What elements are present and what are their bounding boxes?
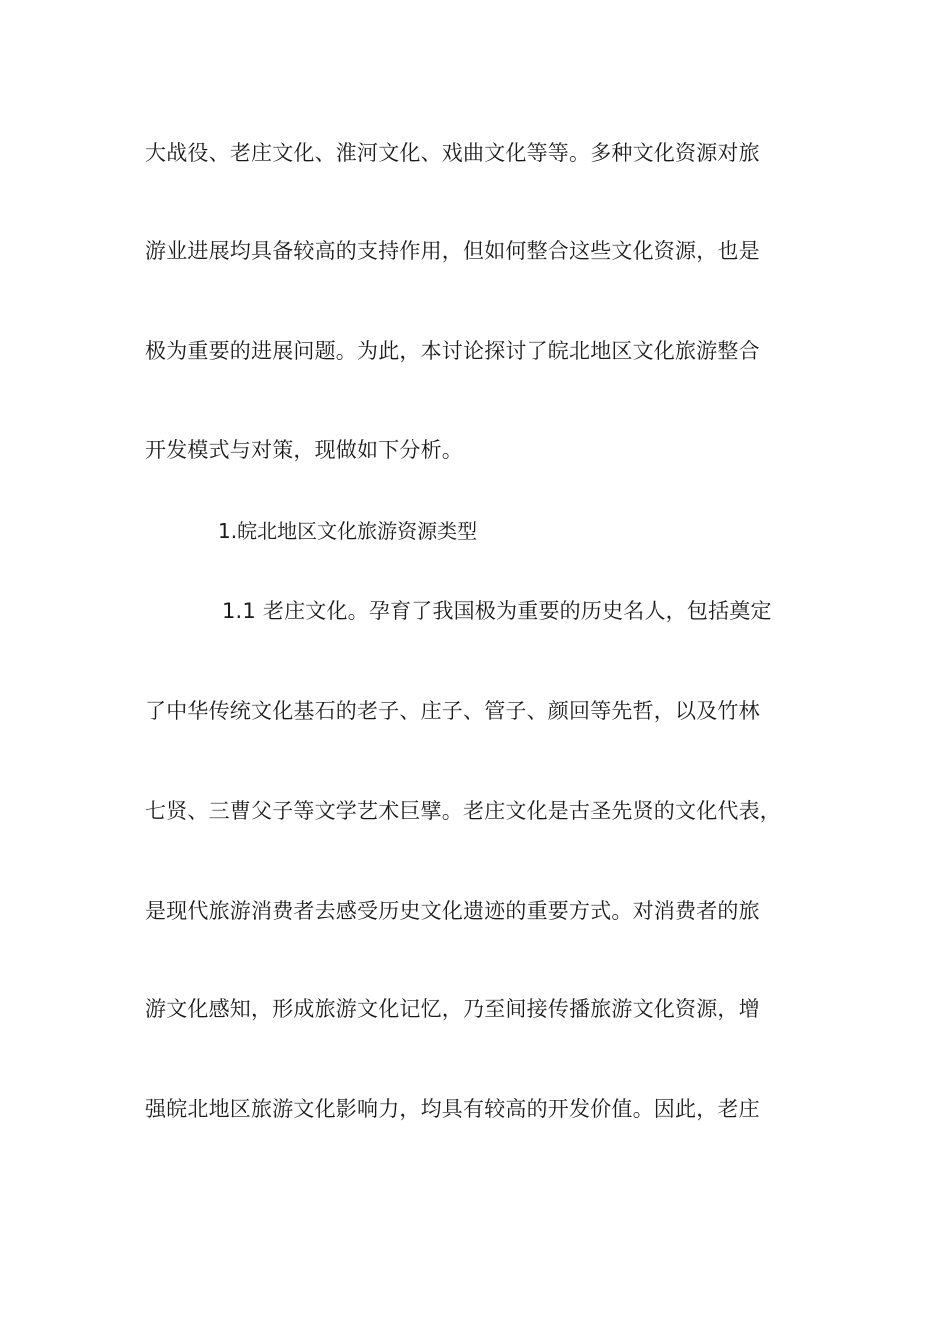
- paragraph-line: 1.1 老庄文化。孕育了我国极为重要的历史名人，包括奠定: [222, 599, 772, 623]
- paragraph-line: 强皖北地区旅游文化影响力，均具有较高的开发价值。因此，老庄: [145, 1097, 760, 1121]
- section-heading: 1.皖北地区文化旅游资源类型: [218, 519, 478, 543]
- paragraph-line: 极为重要的进展问题。为此，本讨论探讨了皖北地区文化旅游整合: [145, 339, 760, 363]
- paragraph-line: 大战役、老庄文化、淮河文化、戏曲文化等等。多种文化资源对旅: [145, 141, 760, 165]
- paragraph-line: 七贤、三曹父子等文学艺术巨擘。老庄文化是古圣先贤的文化代表，: [145, 799, 781, 823]
- paragraph-line: 游业进展均具备较高的支持作用，但如何整合这些文化资源，也是: [145, 239, 760, 263]
- paragraph-line: 了中华传统文化基石的老子、庄子、管子、颜回等先哲，以及竹林: [145, 699, 760, 723]
- paragraph-line: 是现代旅游消费者去感受历史文化遗迹的重要方式。对消费者的旅: [145, 899, 760, 923]
- paragraph-line: 开发模式与对策，现做如下分析。: [145, 438, 463, 462]
- paragraph-line: 游文化感知，形成旅游文化记忆，乃至间接传播旅游文化资源，增: [145, 997, 760, 1021]
